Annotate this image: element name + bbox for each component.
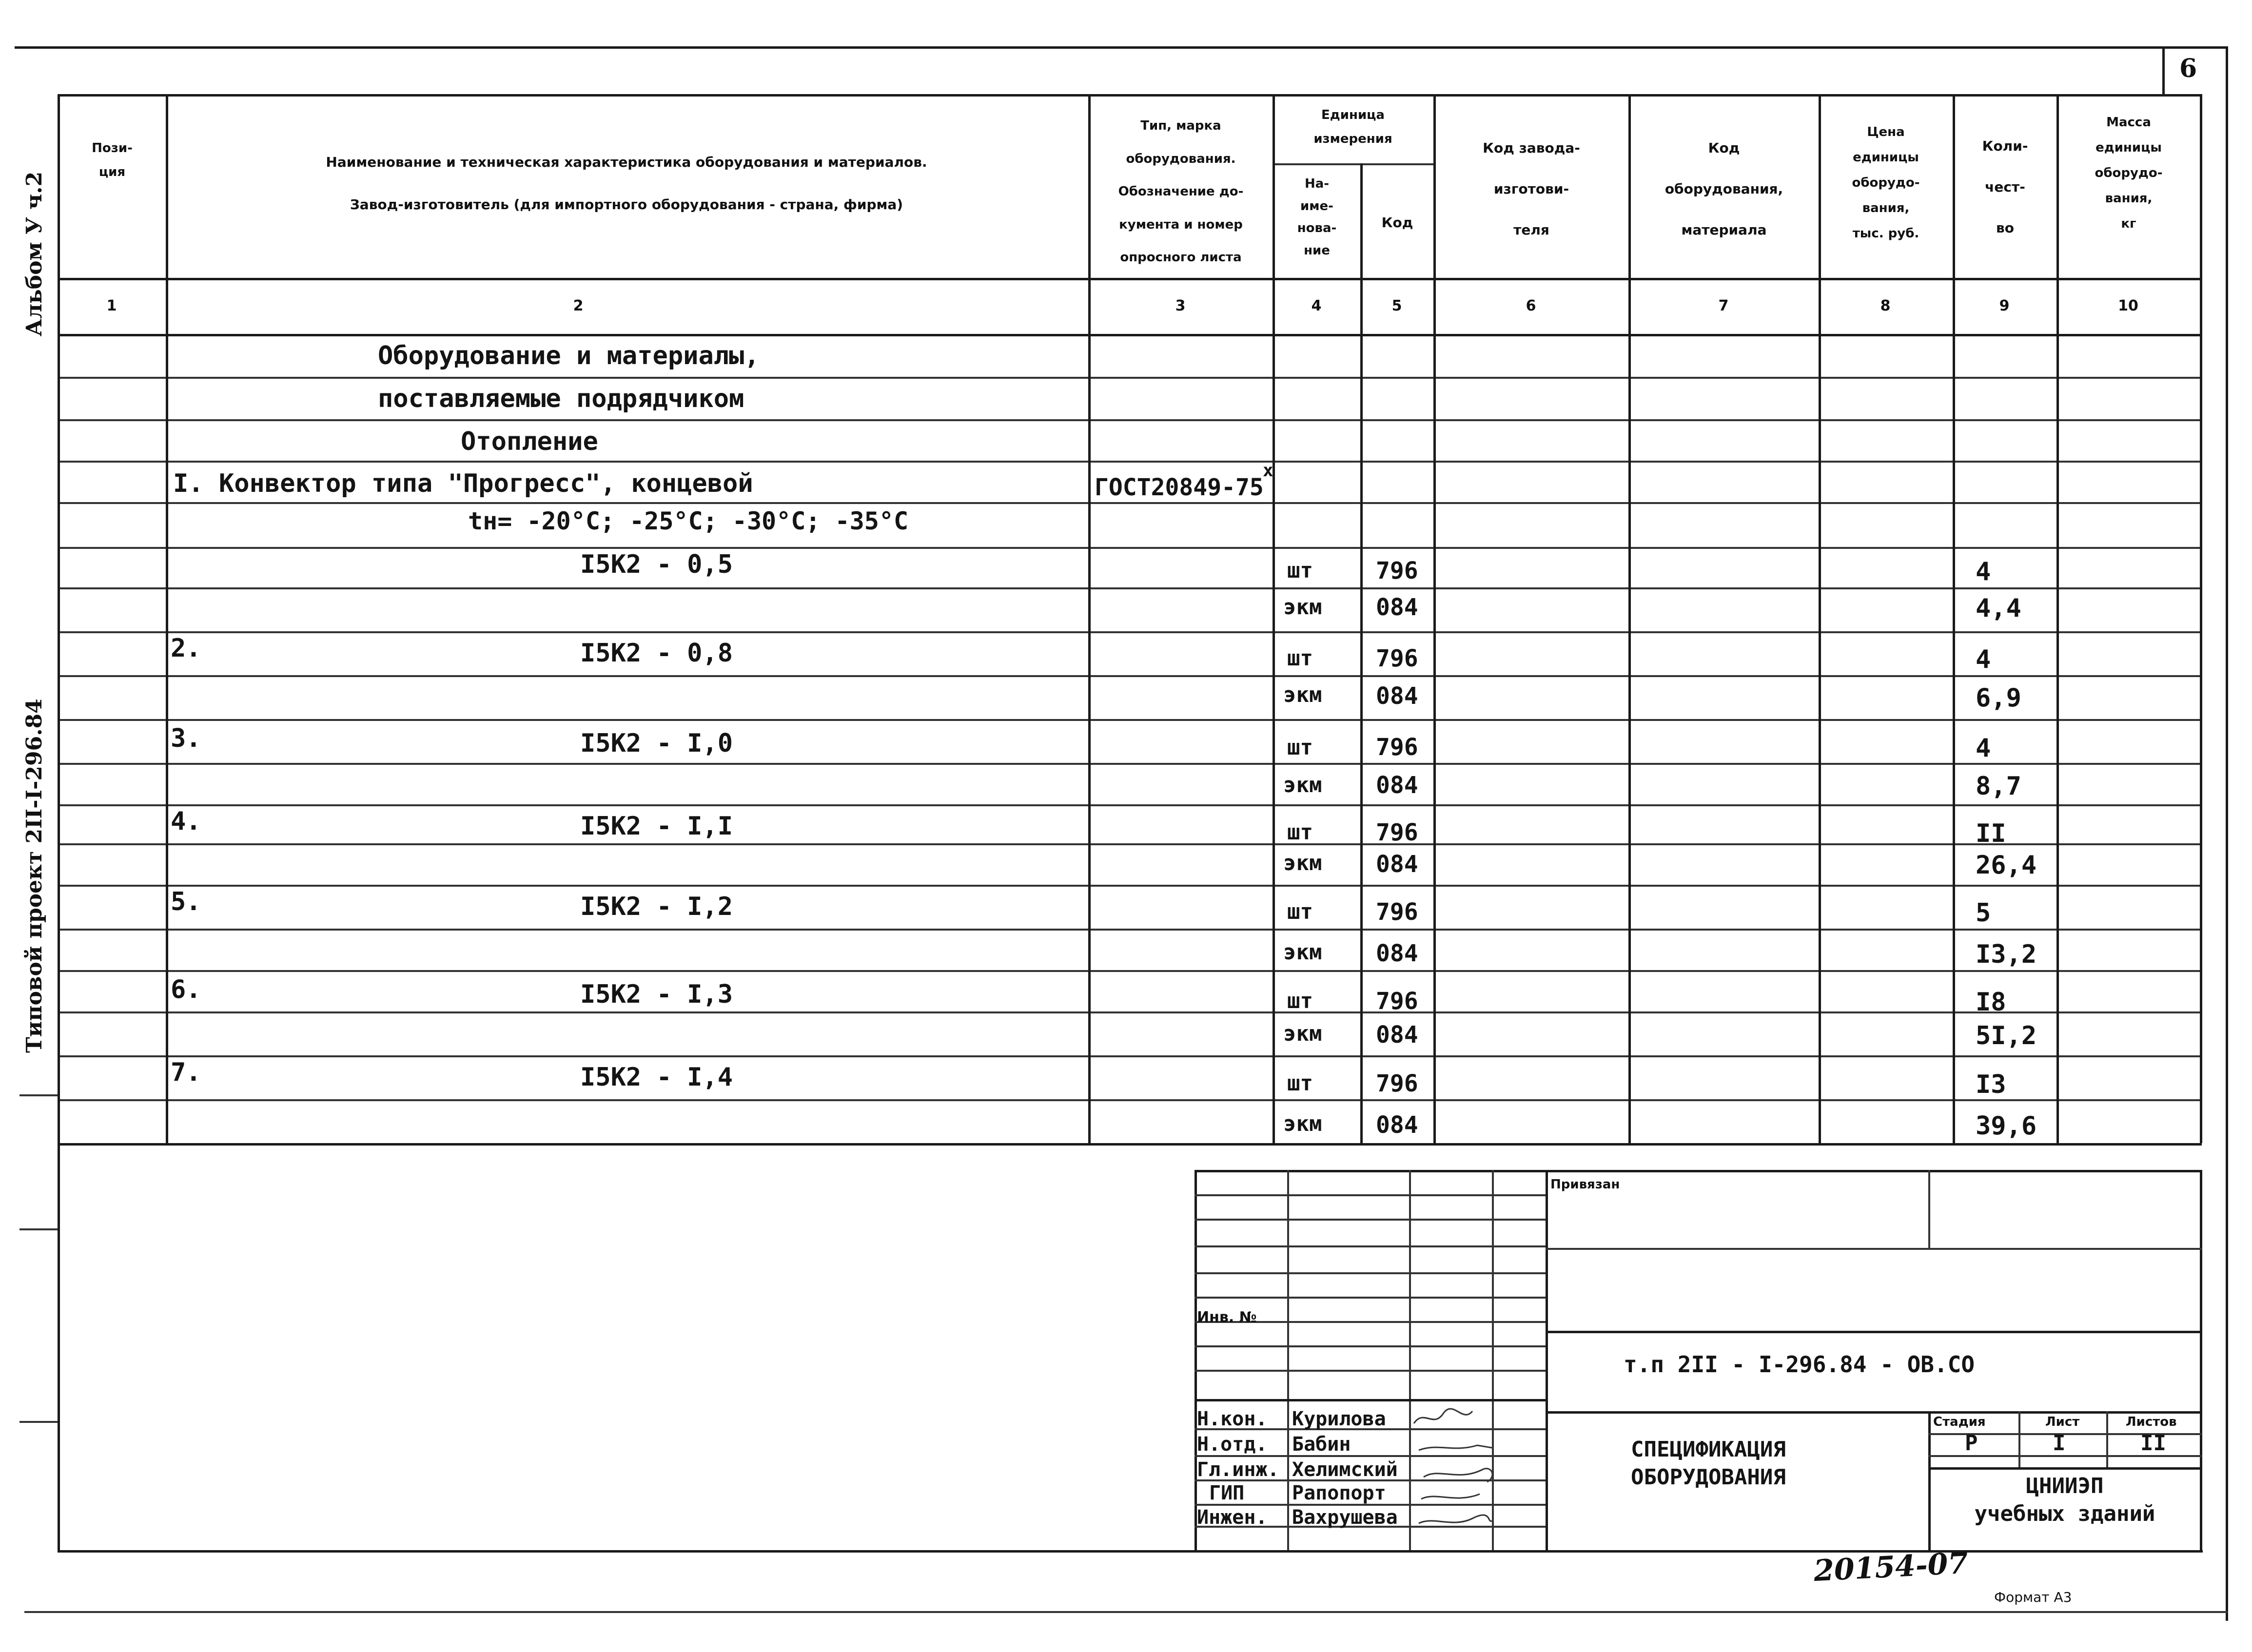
- row-qty: 5: [1976, 898, 1991, 928]
- project-label: Типовой проект 2II-I-296.84: [22, 699, 47, 1053]
- signer-role-3: Гл.инж.: [1197, 1458, 1279, 1481]
- col-num-10: 10: [2118, 297, 2138, 314]
- row-qty: 8,7: [1976, 772, 2021, 801]
- row-qty: 5I,2: [1976, 1021, 2037, 1050]
- row-pos: 7.: [171, 1058, 201, 1087]
- row-unit: шт: [1287, 558, 1313, 583]
- row-unit: экм: [1283, 1021, 1322, 1046]
- row-unit: экм: [1283, 851, 1322, 875]
- row-qty: 39,6: [1976, 1111, 2037, 1141]
- section-line-1: Оборудование и материалы,: [378, 341, 760, 370]
- row-qty: 26,4: [1976, 851, 2037, 880]
- row-unit: шт: [1287, 820, 1313, 845]
- col2-header: Наименование и техническая характеристика оборудования и материалов. Завод-изготовитель (для импортного оборудования - страна, фирма): [326, 154, 927, 213]
- sheet-number: 6: [2179, 54, 2197, 83]
- row-qty: I3,2: [1976, 940, 2037, 969]
- section-line-2: поставляемые подрядчиком: [378, 384, 744, 413]
- row-unit: экм: [1283, 682, 1322, 707]
- row-pos: 3.: [171, 724, 201, 753]
- row-pos: 4.: [171, 807, 201, 836]
- item1-name: I. Конвектор типа "Прогресс", концевой: [173, 469, 753, 498]
- col-num-6: 6: [1526, 297, 1536, 314]
- row-code: 796: [1376, 819, 1418, 846]
- row-unit: шт: [1287, 899, 1313, 924]
- row-qty: 4: [1976, 734, 1991, 763]
- sheet-label: Лист: [2045, 1415, 2080, 1429]
- handwritten-number: 20154-07: [1813, 1546, 1969, 1589]
- col8-header: Цена единицы оборудо- вания, тыс. руб.: [1852, 125, 1920, 241]
- row-code: 796: [1376, 1070, 1418, 1097]
- col-num-7: 7: [1718, 297, 1729, 314]
- stage-value: Р: [1965, 1431, 1978, 1456]
- row-model: I5K2 - I,3: [580, 980, 733, 1009]
- sheets-label: Листов: [2126, 1415, 2177, 1429]
- row-unit: экм: [1283, 773, 1322, 797]
- stage-label: Стадия: [1933, 1415, 1986, 1429]
- row-code: 796: [1376, 988, 1418, 1015]
- col9-header: Коли- чест- во: [1982, 138, 2028, 236]
- row-model: I5K2 - 0,8: [580, 639, 733, 668]
- row-model: I5K2 - I,2: [580, 892, 733, 921]
- sheet-value: I: [2053, 1431, 2066, 1456]
- row-unit: экм: [1283, 940, 1322, 965]
- row-code: 084: [1376, 594, 1418, 621]
- row-qty: 4: [1976, 557, 1991, 586]
- col4-header: На- име- нова- ние: [1297, 176, 1337, 258]
- item1-temps: tн= -20°C; -25°C; -30°C; -35°C: [468, 507, 909, 535]
- col3-header: Тип, марка оборудования. Обозначение до- кумента и номер опросного листа: [1118, 118, 1244, 265]
- signer-name-2: Бабин: [1292, 1433, 1351, 1456]
- col-num-1: 1: [106, 297, 117, 314]
- row-qty: 4,4: [1976, 594, 2021, 623]
- section-line-3: Отопление: [461, 427, 598, 456]
- signer-name-5: Вахрушева: [1292, 1506, 1398, 1529]
- signer-name-3: Хелимский: [1292, 1458, 1398, 1481]
- row-qty: 4: [1976, 645, 1991, 674]
- row-code: 796: [1376, 734, 1418, 761]
- sheets-value: II: [2140, 1431, 2166, 1456]
- col-num-5: 5: [1391, 297, 1402, 314]
- row-unit: экм: [1283, 595, 1322, 620]
- row-code: 084: [1376, 772, 1418, 799]
- bound-label: Привязан: [1550, 1177, 1620, 1192]
- row-code: 796: [1376, 898, 1418, 926]
- format-label: Формат А3: [1994, 1589, 2072, 1605]
- col6-header: Код завода- изготови- теля: [1483, 140, 1580, 238]
- col5-header: Код: [1381, 214, 1413, 231]
- signer-name-1: Курилова: [1292, 1408, 1386, 1430]
- row-qty: 6,9: [1976, 683, 2021, 713]
- row-code: 084: [1376, 940, 1418, 967]
- row-unit: шт: [1287, 646, 1313, 671]
- signer-name-4: Рапопорт: [1292, 1482, 1386, 1504]
- col-num-2: 2: [573, 297, 584, 314]
- row-unit: шт: [1287, 735, 1313, 760]
- doc-code: т.п 2II - I-296.84 - ОВ.СО: [1624, 1351, 1975, 1378]
- col1-header: Пози- ция: [92, 141, 133, 180]
- row-code: 796: [1376, 557, 1418, 584]
- signer-role-2: Н.отд.: [1197, 1433, 1268, 1456]
- row-qty: II: [1976, 819, 2006, 848]
- col-num-8: 8: [1880, 297, 1891, 314]
- col10-header: Масса единицы оборудо- вания, кг: [2095, 115, 2163, 231]
- item1-doc: ГОСТ20849-75: [1095, 474, 1264, 501]
- row-unit: экм: [1283, 1111, 1322, 1136]
- row-pos: 6.: [171, 975, 201, 1004]
- col-num-3: 3: [1175, 297, 1186, 314]
- row-unit: шт: [1287, 989, 1313, 1013]
- signer-role-1: Н.кон.: [1197, 1408, 1268, 1430]
- signatures-icon: [1409, 1404, 1550, 1550]
- col7-header: Код оборудования, материала: [1665, 140, 1783, 238]
- unit-group-header: Единица измерения: [1313, 108, 1392, 147]
- row-code: 796: [1376, 645, 1418, 672]
- row-unit: шт: [1287, 1071, 1313, 1096]
- signer-role-5: Инжен.: [1197, 1506, 1268, 1529]
- row-model: I5K2 - 0,5: [580, 550, 733, 579]
- album-label: Альбом У ч.2: [22, 171, 47, 336]
- col-num-9: 9: [1999, 297, 2010, 314]
- col-num-4: 4: [1311, 297, 1322, 314]
- row-model: I5K2 - I,I: [580, 812, 733, 841]
- row-qty: I8: [1976, 988, 2006, 1017]
- row-model: I5K2 - I,4: [580, 1063, 733, 1092]
- doc-name: СПЕЦИФИКАЦИЯ ОБОРУДОВАНИЯ: [1631, 1437, 1786, 1490]
- row-model: I5K2 - I,0: [580, 729, 733, 758]
- row-qty: I3: [1976, 1070, 2006, 1099]
- row-code: 084: [1376, 851, 1418, 878]
- item1-doc-mark: x: [1263, 461, 1273, 481]
- inv-label: Инв. №: [1197, 1309, 1257, 1326]
- row-code: 084: [1376, 1021, 1418, 1049]
- org-name: ЦНИИЭП учебных зданий: [1974, 1474, 2155, 1527]
- row-code: 084: [1376, 682, 1418, 710]
- signer-role-4: ГИП: [1209, 1482, 1245, 1504]
- row-pos: 5.: [171, 887, 201, 916]
- row-pos: 2.: [171, 634, 201, 663]
- row-code: 084: [1376, 1111, 1418, 1139]
